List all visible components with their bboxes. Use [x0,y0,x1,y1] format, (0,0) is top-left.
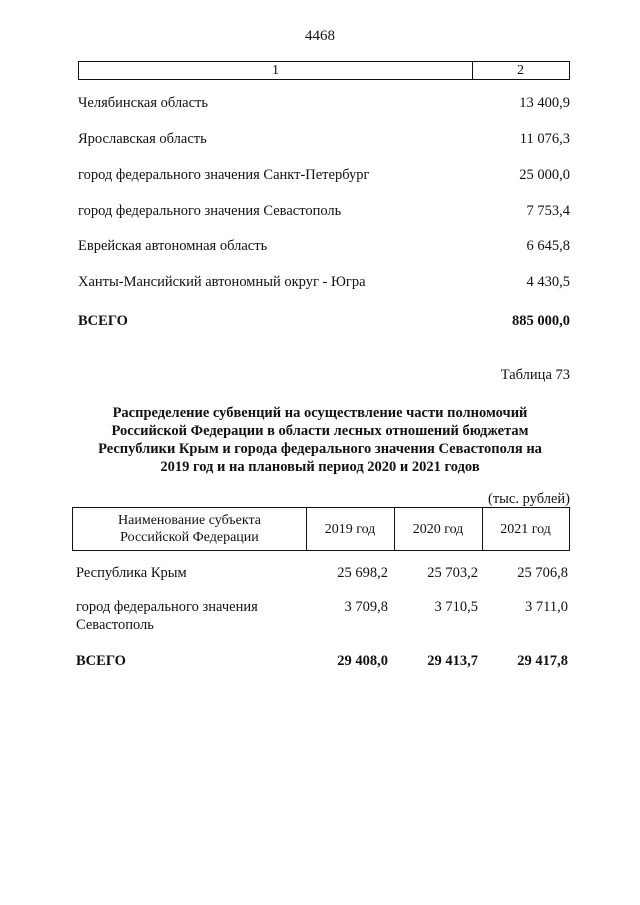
region-value: 25 000,0 [519,167,570,183]
table-title-line: Российской Федерации в области лесных отношений бюджетам [111,423,529,439]
value-2020: 25 703,2 [427,565,478,581]
region-name: Ярославская область [78,131,207,147]
table1-row [78,131,570,151]
table73-row [72,598,570,636]
total-2020: 29 413,7 [427,653,478,669]
region-value: 6 645,8 [526,238,570,254]
header-2020: 2020 год [394,508,483,550]
region-value: 11 076,3 [519,131,570,147]
region-name: Челябинская область [78,95,208,111]
region-value: 4 430,5 [526,274,570,290]
table-title-line: 2019 год и на плановый период 2020 и 2021 годов [160,459,480,475]
region-name: Республика Крым [76,565,187,581]
table73-row [72,564,570,584]
table1-header [78,61,570,80]
units-label: (тыс. рублей) [488,491,570,507]
table1-row [78,274,570,294]
total-label: ВСЕГО [78,313,128,329]
total-2019: 29 408,0 [337,653,388,669]
total-2021: 29 417,8 [517,653,568,669]
header-region-name [73,508,307,550]
region-value: 13 400,9 [519,95,570,111]
region-name [76,598,296,634]
region-name: Еврейская автономная область [78,238,268,254]
header-region-line2: Российской Федерации [120,530,259,545]
table-title [70,404,570,476]
table1-header-col1: 1 [79,62,473,79]
region-name-line1: город федерального значения [76,599,258,615]
table-title-line: Республики Крым и города федерального значения Севастополя на [98,441,542,457]
header-2021: 2021 год [500,521,551,537]
table73-total-row [72,652,570,672]
region-value: 7 753,4 [526,203,570,219]
value-2021: 3 711,0 [525,599,568,615]
table1-header-col2: 2 [517,63,524,78]
header-region-line1: Наименование субъекта [118,513,261,528]
region-name: город федерального значения Санкт-Петербург [78,167,370,183]
table-title-line: Распределение субвенций на осуществление части полномочий [112,405,528,421]
value-2021: 25 706,8 [517,565,568,581]
value-2020: 3 710,5 [434,599,478,615]
total-value: 885 000,0 [512,313,570,329]
region-name-line2: Севастополь [76,617,154,633]
header-2019: 2019 год [306,508,395,550]
table1-row [78,203,570,223]
region-name: город федерального значения Севастополь [78,203,342,219]
region-name: Ханты-Мансийский автономный округ - Югра [78,274,366,290]
total-label: ВСЕГО [76,653,126,669]
page-number: 4468 [305,28,335,44]
value-2019: 3 709,8 [344,599,388,615]
table1-row [78,95,570,115]
value-2019: 25 698,2 [337,565,388,581]
table73-header [72,507,570,551]
table1-total-row [78,313,570,333]
table1-row [78,238,570,258]
table-label: Таблица 73 [500,367,570,383]
table1-row [78,167,570,187]
